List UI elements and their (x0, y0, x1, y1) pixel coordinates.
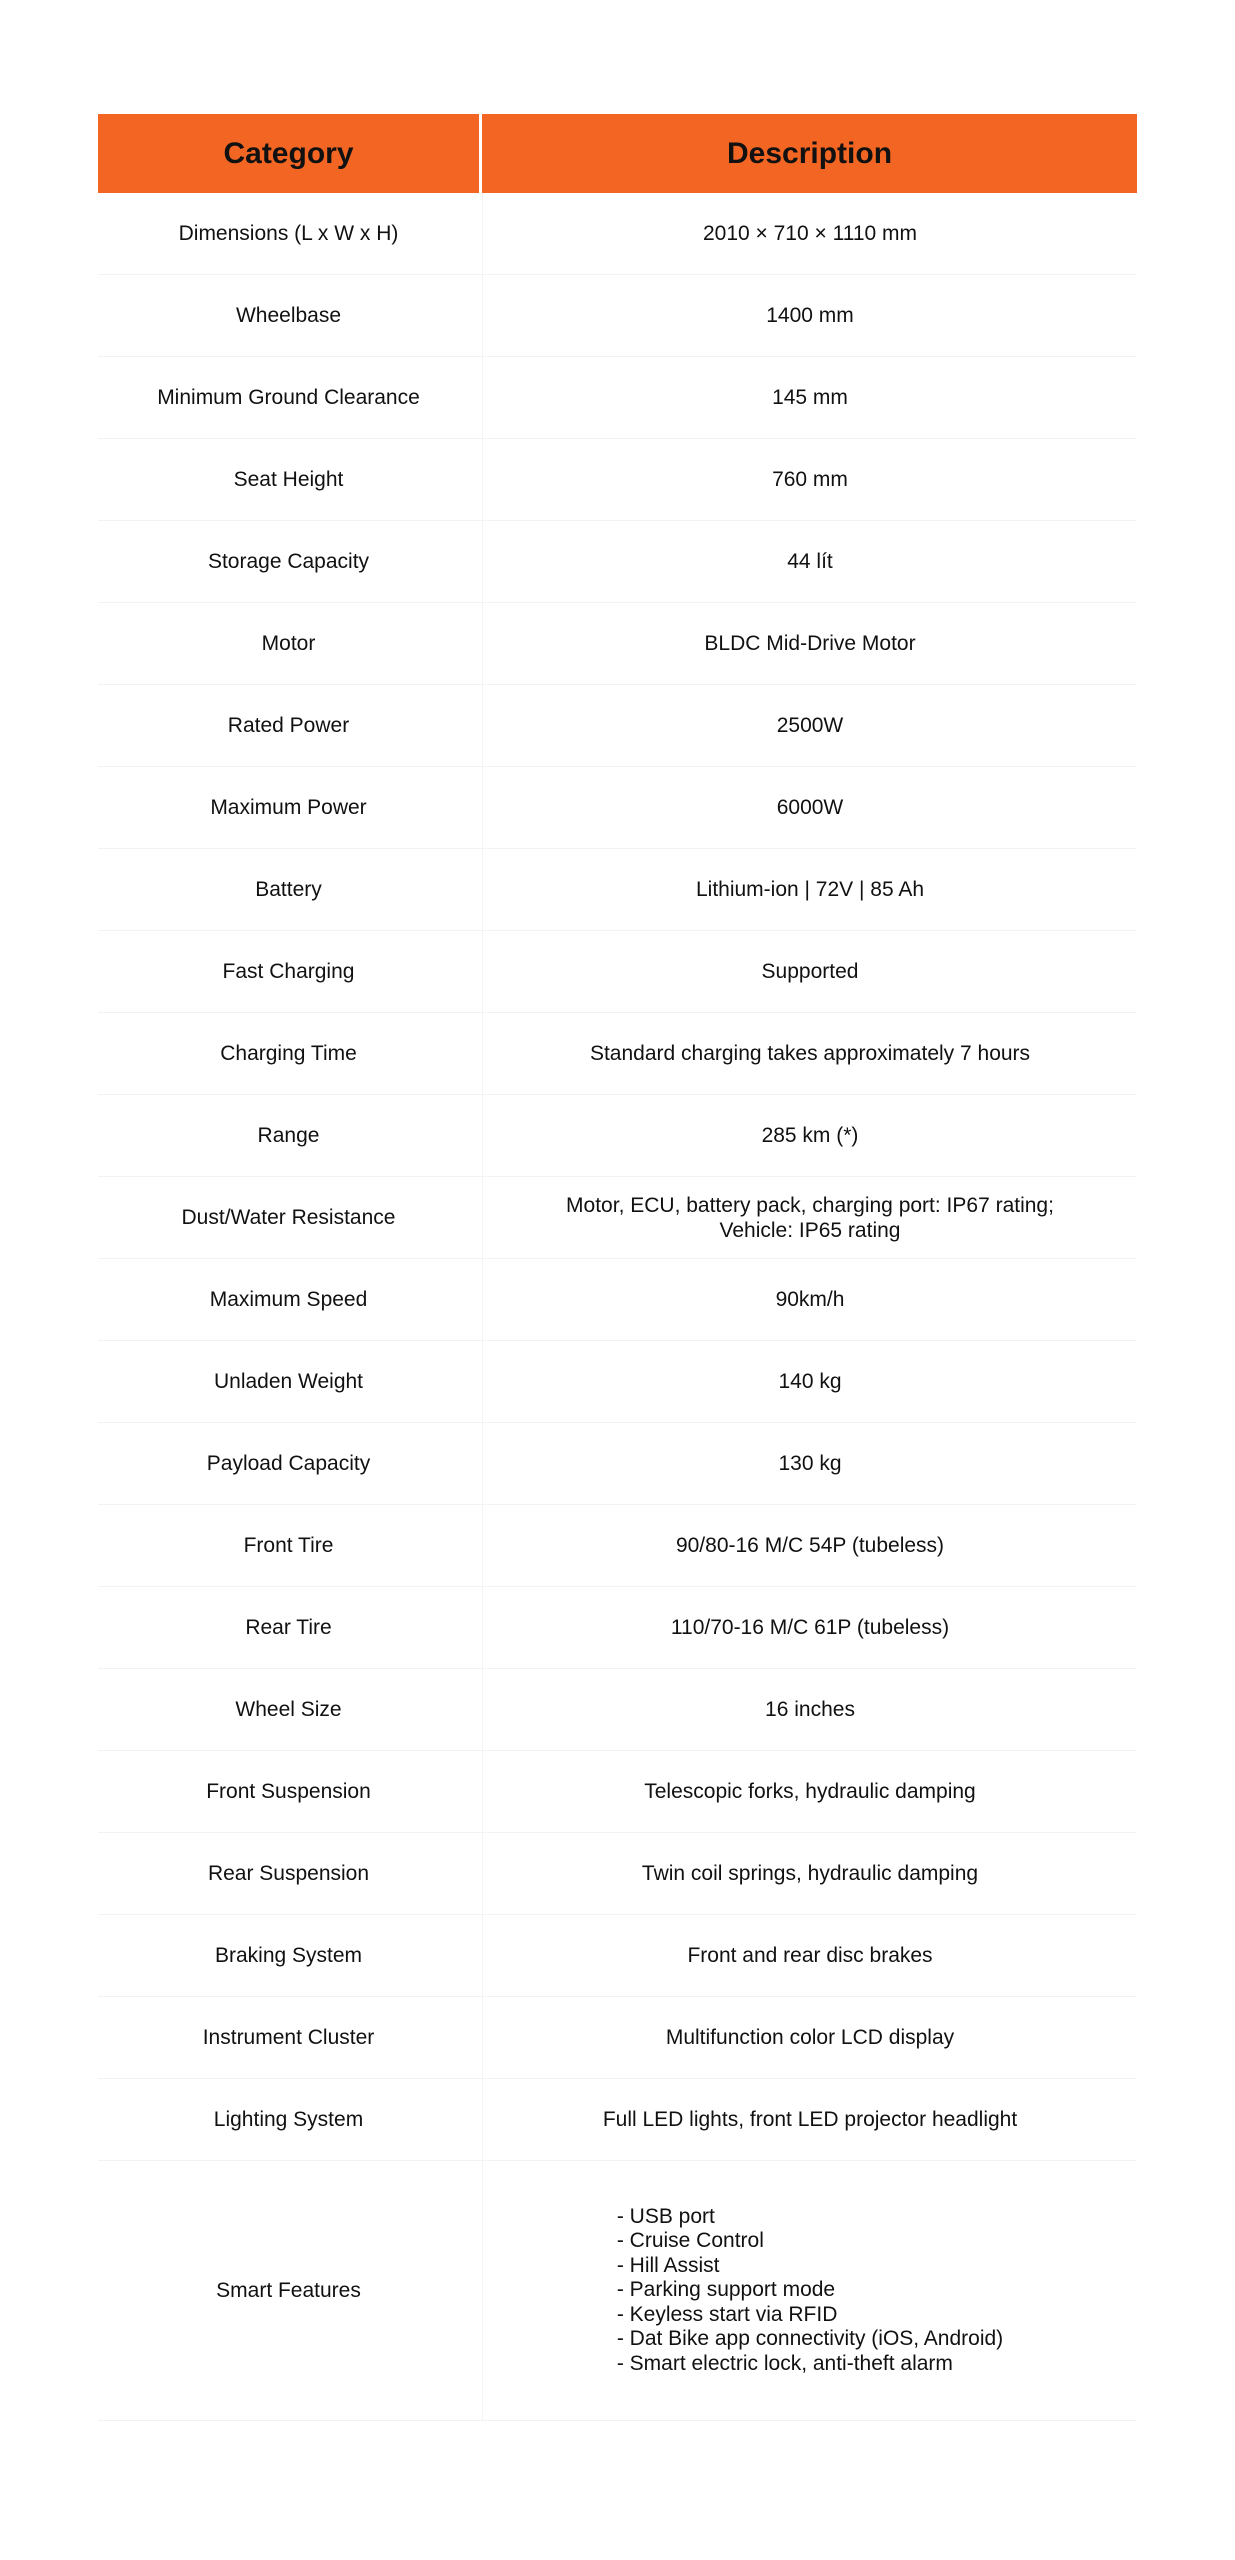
row-description: 130 kg (482, 1423, 1137, 1504)
row-description: 145 mm (482, 357, 1137, 438)
row-category: Lighting System (213, 2108, 364, 2131)
row-category: Dimensions (L x W x H) (178, 222, 399, 245)
table-row (98, 1915, 1137, 1997)
row-description: BLDC Mid-Drive Motor (482, 603, 1137, 684)
row-category: Front Suspension (206, 1780, 371, 1803)
table-row (98, 2161, 1137, 2421)
row-category: Seat Height (233, 468, 344, 491)
row-description: 1400 mm (482, 275, 1137, 356)
row-category: Unladen Weight (213, 1370, 364, 1393)
table-row (98, 275, 1137, 357)
row-description: 140 kg (482, 1341, 1137, 1422)
row-description: 2500W (482, 685, 1137, 766)
description-line: Motor, ECU, battery pack, charging port: IP67 rating; (566, 1193, 1054, 1217)
table-row (98, 521, 1137, 603)
table-row (98, 1587, 1137, 1669)
row-description: 2010 × 710 × 1110 mm (482, 193, 1137, 274)
row-category: Maximum Speed (209, 1288, 368, 1311)
row-description: Lithium-ion | 72V | 85 Ah (482, 849, 1137, 930)
row-description: Front and rear disc brakes (482, 1915, 1137, 1996)
row-category: Dust/Water Resistance (181, 1206, 396, 1229)
feature-item: - Keyless start via RFID (616, 2302, 838, 2326)
row-category: Range (257, 1124, 320, 1147)
row-category: Fast Charging (222, 960, 355, 983)
table-row (98, 931, 1137, 1013)
row-description: 90km/h (482, 1259, 1137, 1340)
table-row (98, 1833, 1137, 1915)
row-category: Smart Features (216, 2279, 361, 2302)
header-category: Category (98, 114, 479, 193)
table-row (98, 439, 1137, 521)
row-description: Twin coil springs, hydraulic damping (482, 1833, 1137, 1914)
row-category: Battery (255, 878, 322, 901)
feature-item: - Cruise Control (616, 2229, 764, 2253)
table-row (98, 1423, 1137, 1505)
row-category: Instrument Cluster (202, 2026, 375, 2049)
table-header-row (98, 114, 1137, 193)
row-description: 44 lít (482, 521, 1137, 602)
row-category: Minimum Ground Clearance (157, 386, 420, 409)
feature-item: - Parking support mode (616, 2278, 836, 2302)
row-category: Rear Suspension (207, 1862, 370, 1885)
feature-item: - Dat Bike app connectivity (iOS, Android) (616, 2327, 1004, 2351)
table-row (98, 767, 1137, 849)
row-description (482, 1177, 1137, 1258)
table-row (98, 1505, 1137, 1587)
spec-table (98, 114, 1137, 2421)
table-row (98, 685, 1137, 767)
row-description: Standard charging takes approximately 7 hours (482, 1013, 1137, 1094)
table-row (98, 1177, 1137, 1259)
row-description: 285 km (*) (482, 1095, 1137, 1176)
description-line: Vehicle: IP65 rating (719, 1218, 901, 1242)
table-row (98, 1997, 1137, 2079)
table-row (98, 1751, 1137, 1833)
feature-item: - Hill Assist (616, 2253, 720, 2277)
table-row (98, 603, 1137, 685)
header-description: Description (482, 114, 1137, 193)
row-category: Front Tire (243, 1534, 334, 1557)
table-row (98, 1013, 1137, 1095)
row-category: Rated Power (227, 714, 350, 737)
table-row (98, 1095, 1137, 1177)
row-description: Full LED lights, front LED projector headlight (482, 2079, 1137, 2160)
row-description: 6000W (482, 767, 1137, 848)
row-description: Multifunction color LCD display (482, 1997, 1137, 2078)
row-description: Telescopic forks, hydraulic damping (482, 1751, 1137, 1832)
table-row (98, 849, 1137, 931)
table-row (98, 1341, 1137, 1423)
table-row (98, 1669, 1137, 1751)
row-category: Wheelbase (235, 304, 342, 327)
row-category: Maximum Power (210, 796, 367, 819)
row-description: Supported (482, 931, 1137, 1012)
row-description: 760 mm (482, 439, 1137, 520)
row-description: 110/70-16 M/C 61P (tubeless) (482, 1587, 1137, 1668)
feature-item: - Smart electric lock, anti-theft alarm (616, 2351, 953, 2375)
feature-item: - USB port (616, 2204, 715, 2228)
row-category: Motor (261, 632, 316, 655)
row-category: Storage Capacity (207, 550, 370, 573)
row-description (482, 2161, 1137, 2420)
row-category: Wheel Size (235, 1698, 342, 1721)
table-row (98, 2079, 1137, 2161)
table-row (98, 193, 1137, 275)
row-category: Charging Time (220, 1042, 357, 1065)
table-row (98, 1259, 1137, 1341)
row-category: Payload Capacity (206, 1452, 371, 1475)
row-description: 16 inches (482, 1669, 1137, 1750)
table-row (98, 357, 1137, 439)
row-description: 90/80-16 M/C 54P (tubeless) (482, 1505, 1137, 1586)
row-category: Rear Tire (245, 1616, 332, 1639)
row-category: Braking System (214, 1944, 363, 1967)
smart-features-list (617, 2205, 1003, 2377)
